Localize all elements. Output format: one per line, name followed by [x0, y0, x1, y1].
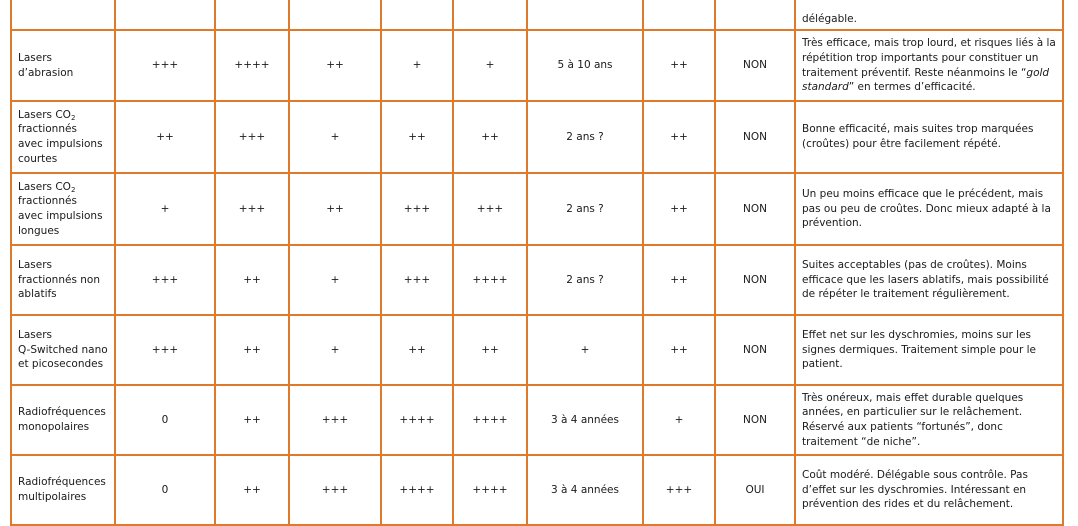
rating-cell: +++	[115, 245, 215, 315]
rating-cell: ++	[289, 173, 381, 245]
rating-cell: +	[289, 101, 381, 173]
table-row	[11, 173, 1063, 245]
row-name: Radiofréquences monopolaires	[11, 385, 115, 455]
rating-cell: 2 ans ?	[527, 245, 643, 315]
row-name: Lasers fractionnés non ablatifs	[11, 245, 115, 315]
rating-cell: +	[453, 30, 527, 101]
rating-cell: ++++	[453, 245, 527, 315]
rating-cell	[715, 0, 795, 30]
table-row	[11, 245, 1063, 315]
rating-cell: +	[289, 245, 381, 315]
rating-cell: +	[289, 315, 381, 385]
rating-cell: +	[643, 385, 715, 455]
rating-cell: ++	[215, 315, 289, 385]
table-row	[11, 30, 1063, 101]
rating-cell: 2 ans ?	[527, 101, 643, 173]
rating-cell	[381, 0, 453, 30]
row-name: Lasers Q-Switched nano et picosecondes	[11, 315, 115, 385]
row-name: Lasers d’abrasion	[11, 30, 115, 101]
rating-cell: ++++	[453, 385, 527, 455]
rating-cell: +++	[115, 30, 215, 101]
rating-cell: +++	[381, 173, 453, 245]
row-comment: délégable.	[795, 0, 1063, 30]
rating-cell: 3 à 4 années	[527, 385, 643, 455]
rating-cell: +++	[215, 101, 289, 173]
table-row	[11, 385, 1063, 455]
rating-cell: +++	[453, 173, 527, 245]
table-body	[11, 0, 1063, 525]
rating-cell: +++	[215, 173, 289, 245]
rating-cell: +	[527, 315, 643, 385]
rating-cell: ++	[381, 101, 453, 173]
rating-cell	[643, 0, 715, 30]
rating-cell: +++	[643, 455, 715, 525]
row-comment: Un peu moins efficace que le précédent, mais pas ou peu de croûtes. Donc mieux adapté à la prévention.	[795, 173, 1063, 245]
rating-cell	[527, 0, 643, 30]
comparison-table	[10, 0, 1064, 526]
rating-cell: NON	[715, 385, 795, 455]
row-name	[11, 0, 115, 30]
row-comment: Effet net sur les dyschromies, moins sur les signes dermiques. Traitement simple pour le patient.	[795, 315, 1063, 385]
rating-cell: +	[115, 173, 215, 245]
rating-cell: NON	[715, 173, 795, 245]
rating-cell: +++	[289, 455, 381, 525]
table-row	[11, 101, 1063, 173]
rating-cell: ++	[289, 30, 381, 101]
row-comment: Coût modéré. Délégable sous contrôle. Pas d’effet sur les dyschromies. Intéressant en prévention des rides et du relâchement.	[795, 455, 1063, 525]
rating-cell: +	[381, 30, 453, 101]
rating-cell	[215, 0, 289, 30]
rating-cell: NON	[715, 101, 795, 173]
rating-cell: NON	[715, 315, 795, 385]
row-comment: Suites acceptables (pas de croûtes). Moins efficace que les lasers ablatifs, mais possibilité de répéter le traitement régulièrement.	[795, 245, 1063, 315]
rating-cell: +++	[381, 245, 453, 315]
rating-cell	[115, 0, 215, 30]
rating-cell: ++	[643, 315, 715, 385]
rating-cell	[453, 0, 527, 30]
rating-cell: 5 à 10 ans	[527, 30, 643, 101]
rating-cell: ++++	[453, 455, 527, 525]
rating-cell: ++	[215, 245, 289, 315]
rating-cell: ++++	[381, 455, 453, 525]
row-name: Lasers $CO_2$ fractionnés avec impulsions longues	[11, 173, 115, 245]
rating-cell: ++	[381, 315, 453, 385]
rating-cell: NON	[715, 245, 795, 315]
table-row	[11, 455, 1063, 525]
table-row	[11, 0, 1063, 30]
row-comment: Bonne efficacité, mais suites trop marquées (croûtes) pour être facilement répété.	[795, 101, 1063, 173]
rating-cell: ++	[215, 385, 289, 455]
rating-cell: 2 ans ?	[527, 173, 643, 245]
rating-cell: ++	[643, 30, 715, 101]
rating-cell: OUI	[715, 455, 795, 525]
row-name: Lasers $CO_2$ fractionnés avec impulsions courtes	[11, 101, 115, 173]
rating-cell: +++	[115, 315, 215, 385]
rating-cell: ++++	[215, 30, 289, 101]
rating-cell: NON	[715, 30, 795, 101]
rating-cell: 0	[115, 385, 215, 455]
rating-cell: ++	[643, 173, 715, 245]
rating-cell: ++	[215, 455, 289, 525]
rating-cell: ++	[643, 245, 715, 315]
row-comment: Très onéreux, mais effet durable quelques années, en particulier sur le relâchement. Réservé aux patients “fortunés”, donc traitement “de niche”.	[795, 385, 1063, 455]
rating-cell: ++	[453, 315, 527, 385]
row-name: Radiofréquences multipolaires	[11, 455, 115, 525]
rating-cell: 3 à 4 années	[527, 455, 643, 525]
rating-cell: +++	[289, 385, 381, 455]
rating-cell: 0	[115, 455, 215, 525]
rating-cell: ++	[115, 101, 215, 173]
row-comment: Très efficace, mais trop lourd, et risques liés à la répétition trop importants pour constituer un traitement préventif. Reste néanmoins le “gold standard” en termes d’efficacité.	[795, 30, 1063, 101]
rating-cell: ++	[643, 101, 715, 173]
table-row	[11, 315, 1063, 385]
rating-cell: ++++	[381, 385, 453, 455]
rating-cell: ++	[453, 101, 527, 173]
rating-cell	[289, 0, 381, 30]
